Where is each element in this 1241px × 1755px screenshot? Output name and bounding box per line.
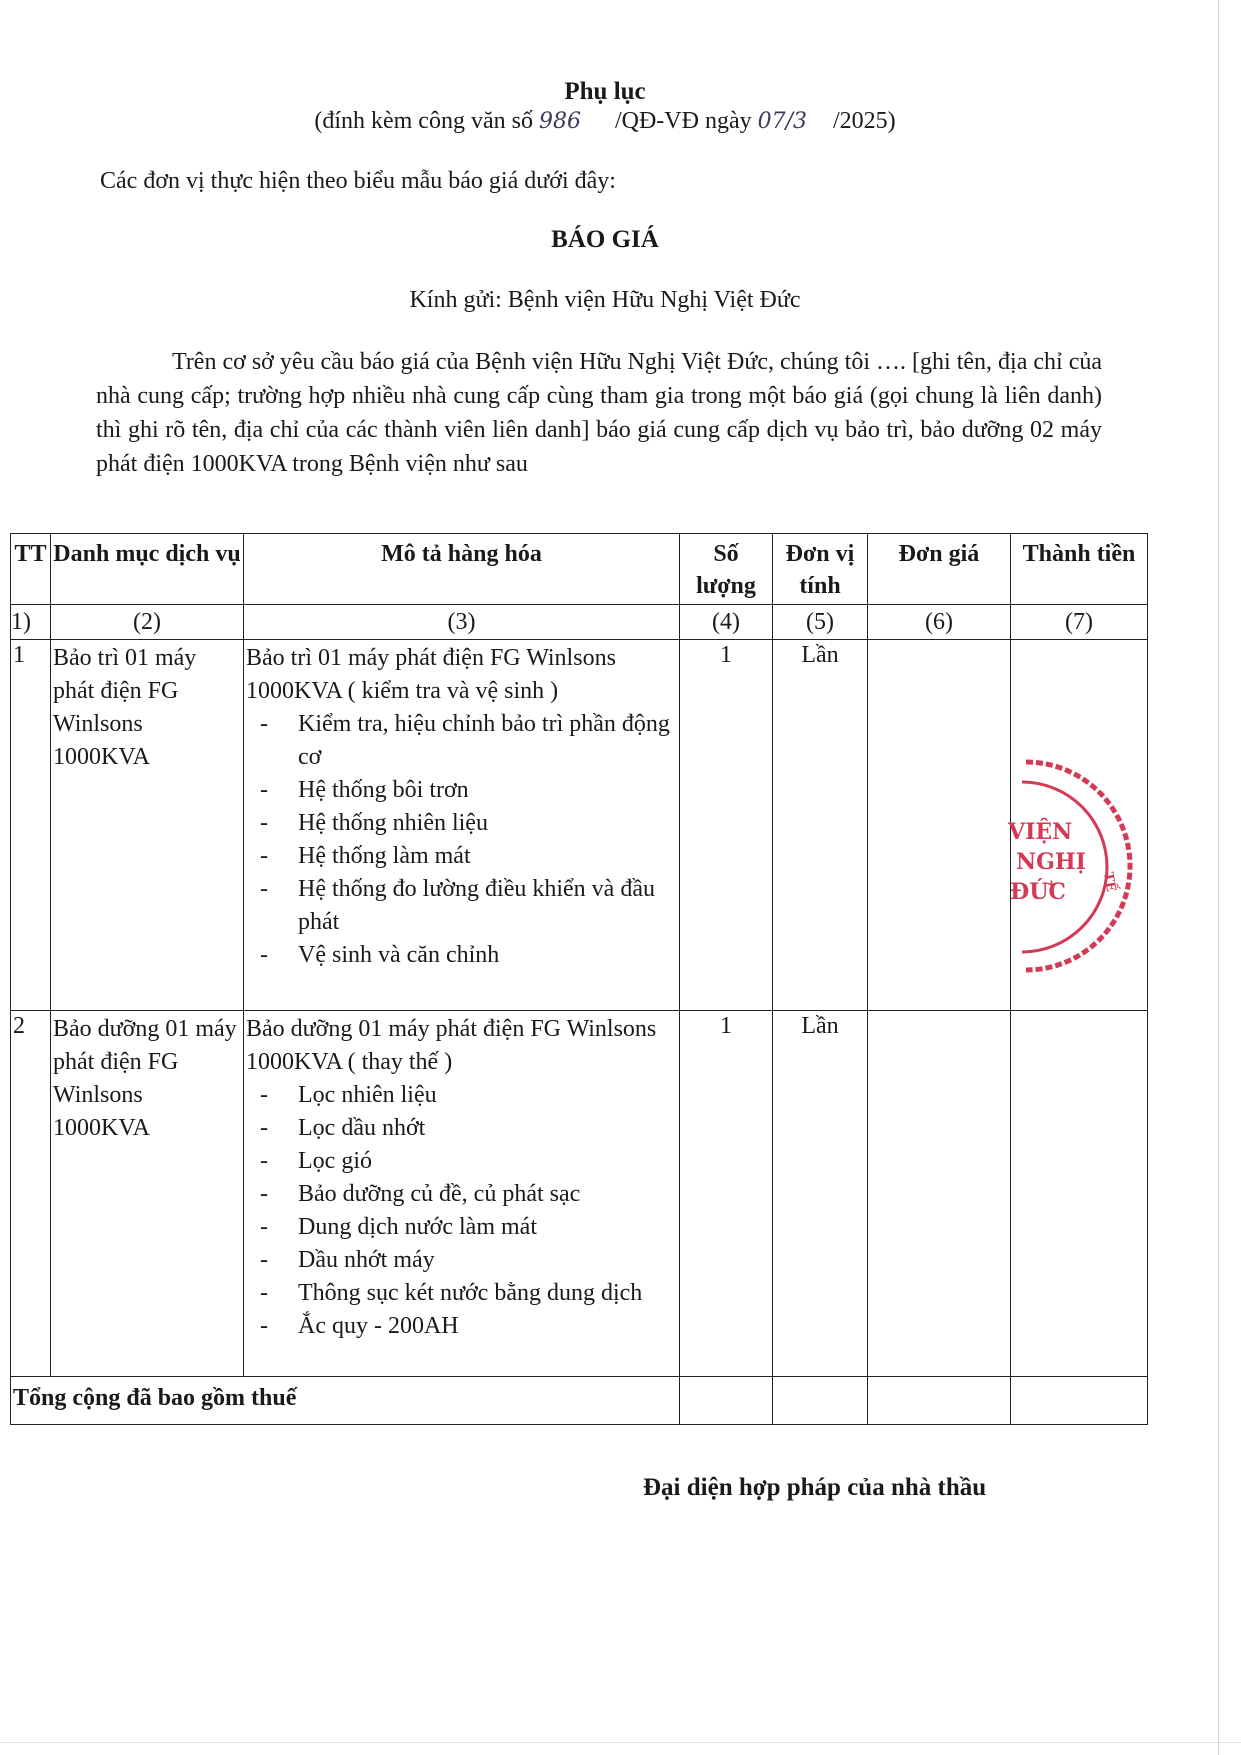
header-tt: TT: [11, 534, 51, 605]
header-unit: Đơn vị tính: [773, 534, 868, 605]
quotation-heading: BÁO GIÁ: [551, 226, 659, 253]
list-item: - Hệ thống đo lường điều khiển và đầu phát: [246, 873, 677, 939]
header-unit-price: Đơn giá: [868, 534, 1011, 605]
col-number-2: (2): [51, 605, 244, 640]
appendix-title: Phụ lục: [564, 78, 646, 105]
description-items: [246, 708, 677, 972]
row-unit-price: [868, 1011, 1011, 1377]
appendix-subtitle: [0, 108, 1210, 135]
total-price-cell: [868, 1377, 1011, 1425]
header-amount: Thành tiền: [1011, 534, 1148, 605]
row-quantity: 1: [680, 1011, 773, 1377]
scan-edge-right: [1218, 0, 1219, 1755]
subtitle-prefix: (đính kèm công văn số: [314, 108, 533, 134]
list-item: - Hệ thống nhiên liệu: [246, 807, 677, 840]
red-seal-stamp: [996, 756, 1166, 976]
list-item: - Hệ thống làm mát: [246, 840, 677, 873]
list-item: - Thông sục két nước bằng dung dịch: [246, 1277, 677, 1310]
total-row: [11, 1377, 1148, 1425]
row-description: [244, 1011, 680, 1377]
row-unit: Lần: [773, 1011, 868, 1377]
column-number-row: [11, 605, 1148, 640]
total-label: Tổng cộng đã bao gồm thuế: [11, 1377, 680, 1425]
header-quantity: Số lượng: [680, 534, 773, 605]
description-title: Bảo dưỡng 01 máy phát điện FG Winlsons 1000KVA ( thay thế ): [246, 1016, 657, 1075]
table-row: [11, 640, 1148, 1011]
col-number-4: (4): [680, 605, 773, 640]
list-item: - Lọc gió: [246, 1145, 677, 1178]
row-unit: Lần: [773, 640, 868, 1011]
list-item: - Ắc quy - 200AH: [246, 1310, 677, 1343]
list-item: - Kiểm tra, hiệu chỉnh bảo trì phần động cơ: [246, 708, 677, 774]
header-description: Mô tả hàng hóa: [244, 534, 680, 605]
list-item: - Dầu nhớt máy: [246, 1244, 677, 1277]
row-tt: 1: [11, 640, 51, 1011]
col-number-1: 1): [11, 605, 51, 640]
table-row: [11, 1011, 1148, 1377]
col-number-6: (6): [868, 605, 1011, 640]
list-item: - Lọc dầu nhớt: [246, 1112, 677, 1145]
col-number-5: (5): [773, 605, 868, 640]
list-item: - Bảo dưỡng củ đề, củ phát sạc: [246, 1178, 677, 1211]
stamp-text-1: VIỆN: [1008, 819, 1073, 845]
list-item: - Hệ thống bôi trơn: [246, 774, 677, 807]
row-service-name: Bảo trì 01 máy phát điện FG Winlsons 1000KVA: [51, 640, 244, 1011]
col-number-3: (3): [244, 605, 680, 640]
row-quantity: 1: [680, 640, 773, 1011]
header-service: Danh mục dịch vụ: [51, 534, 244, 605]
total-quantity-cell: [680, 1377, 773, 1425]
handwritten-doc-number: 986: [538, 109, 581, 134]
subtitle-mid: /QĐ-VĐ ngày: [614, 108, 752, 134]
row-description: [244, 640, 680, 1011]
description-title: Bảo trì 01 máy phát điện FG Winlsons 1000KVA ( kiểm tra và vệ sinh ): [246, 645, 616, 704]
row-amount: [1011, 1011, 1148, 1377]
col-number-7: (7): [1011, 605, 1148, 640]
total-amount-cell: [1011, 1377, 1148, 1425]
signature-label: Đại diện hợp pháp của nhà thầu: [643, 1474, 987, 1501]
intro-line: Các đơn vị thực hiện theo biểu mẫu báo giá dưới đây:: [100, 168, 616, 194]
total-unit-cell: [773, 1377, 868, 1425]
stamp-text-2: NGHỊ: [1016, 849, 1086, 875]
stamp-text-3: ĐỨC: [1010, 879, 1066, 905]
list-item: - Dung dịch nước làm mát: [246, 1211, 677, 1244]
handwritten-doc-date: 07/3: [757, 109, 807, 134]
row-service-name: Bảo dưỡng 01 máy phát điện FG Winlsons 1000KVA: [51, 1011, 244, 1377]
stamp-edge-text: TẾ: [1100, 871, 1119, 893]
row-unit-price: [868, 640, 1011, 1011]
table-header-row: [11, 534, 1148, 605]
body-paragraph: Trên cơ sở yêu cầu báo giá của Bệnh viện Hữu Nghị Việt Đức, chúng tôi …. [ghi tên, địa chỉ của nhà cung cấp; trường hợp nhiều nhà cung cấp cùng tham gia trong một báo giá (gọi chung là liên danh) thì ghi rõ tên, địa chỉ của các thành viên liên danh] báo giá cung cấp dịch vụ bảo trì, bảo dưỡng 02 máy phát điện 1000KVA trong Bệnh viện như sau: [96, 349, 1102, 477]
list-item: - Lọc nhiên liệu: [246, 1079, 677, 1112]
recipient-line: Kính gửi: Bệnh viện Hữu Nghị Việt Đức: [409, 287, 801, 313]
quotation-table: [10, 533, 1148, 1425]
scan-edge-bottom: [0, 1742, 1241, 1743]
list-item: - Vệ sinh và căn chỉnh: [246, 939, 677, 972]
subtitle-suffix: /2025): [833, 108, 896, 134]
description-items: [246, 1079, 677, 1343]
row-tt: 2: [11, 1011, 51, 1377]
